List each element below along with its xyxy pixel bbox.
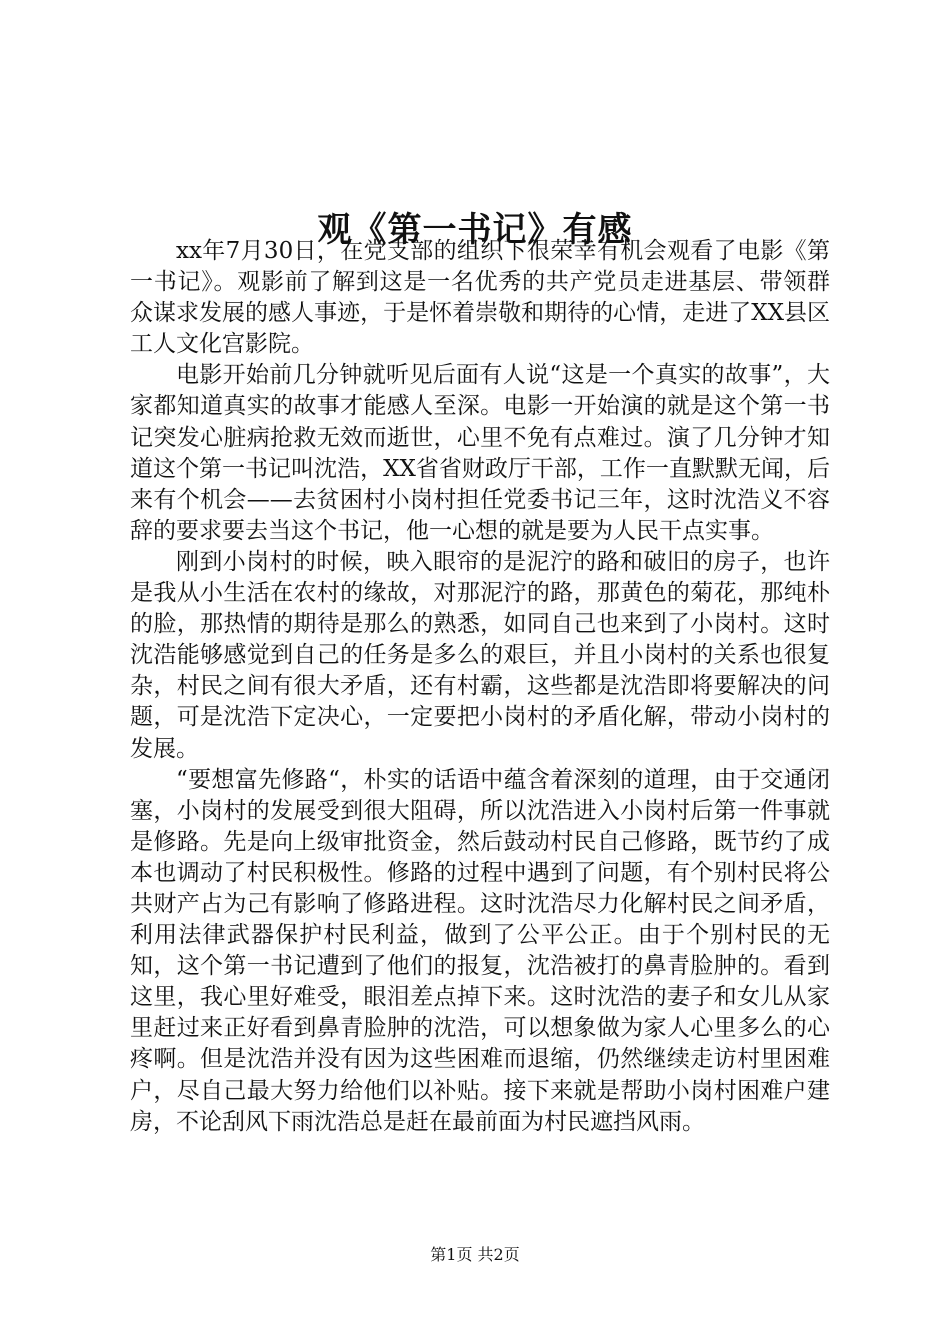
document-body [130, 236, 830, 1138]
page-number-footer: 第1页 共2页 [430, 1245, 520, 1264]
paragraph-3: 刚到小岗村的时候，映入眼帘的是泥泞的路和破旧的房子，也许是我从小生活在农村的缘故，对那泥泞的路，那黄色的菊花，那纯朴的脸，那热情的期待是那么的熟悉，如同自己也来到了小岗村。这时沈浩能够感觉到自己的任务是多么的艰巨，并且小岗村的关系也很复杂，村民之间有很大矛盾，还有村霸，这些都是沈浩即将要解决的问题，可是沈浩下定决心，一定要把小岗村的矛盾化解，带动小岗村的发展。 [130, 548, 830, 762]
paragraph-4: “要想富先修路“，朴实的话语中蕴含着深刻的道理，由于交通闭塞，小岗村的发展受到很大阻碍，所以沈浩进入小岗村后第一件事就是修路。先是向上级审批资金，然后鼓动村民自己修路，既节约了成本也调动了村民积极性。修路的过程中遇到了问题，有个别村民将公共财产占为己有影响了修路进程。这时沈浩尽力化解村民之间矛盾，利用法律武器保护村民利益，做到了公平公正。由于个别村民的无知，这个第一书记遭到了他们的报复，沈浩被打的鼻青脸肿的。看到这里，我心里好难受，眼泪差点掉下来。这时沈浩的妻子和女儿从家里赶过来正好看到鼻青脸肿的沈浩，可以想象做为家人心里多么的心疼啊。但是沈浩并没有因为这些困难而退缩，仍然继续走访村里困难户，尽自己最大努力给他们以补贴。接下来就是帮助小岗村困难户建房，不论刮风下雨沈浩总是赶在最前面为村民遮挡风雨。 [130, 766, 830, 1135]
page-title: 观《第一书记》有感 [317, 209, 633, 250]
paragraph-1: xx年7月30日，在党支部的组织下很荣幸有机会观看了电影《第一书记》。观影前了解到这是一名优秀的共产党员走进基层、带领群众谋求发展的感人事迹，于是怀着崇敬和期待的心情，走进了XX县区工人文化宫影院。 [130, 238, 830, 358]
paragraph-2: 电影开始前几分钟就听见后面有人说“这是一个真实的故事”，大家都知道真实的故事才能感人至深。电影一开始演的就是这个第一书记突发心脏病抢救无效而逝世，心里不免有点难过。演了几分钟才知道这个第一书记叫沈浩，XX省省财政厅干部，工作一直默默无闻，后来有个机会——去贫困村小岗村担任党委书记三年，这时沈浩义不容辞的要求要去当这个书记，他一心想的就是要为人民干点实事。 [130, 362, 830, 544]
